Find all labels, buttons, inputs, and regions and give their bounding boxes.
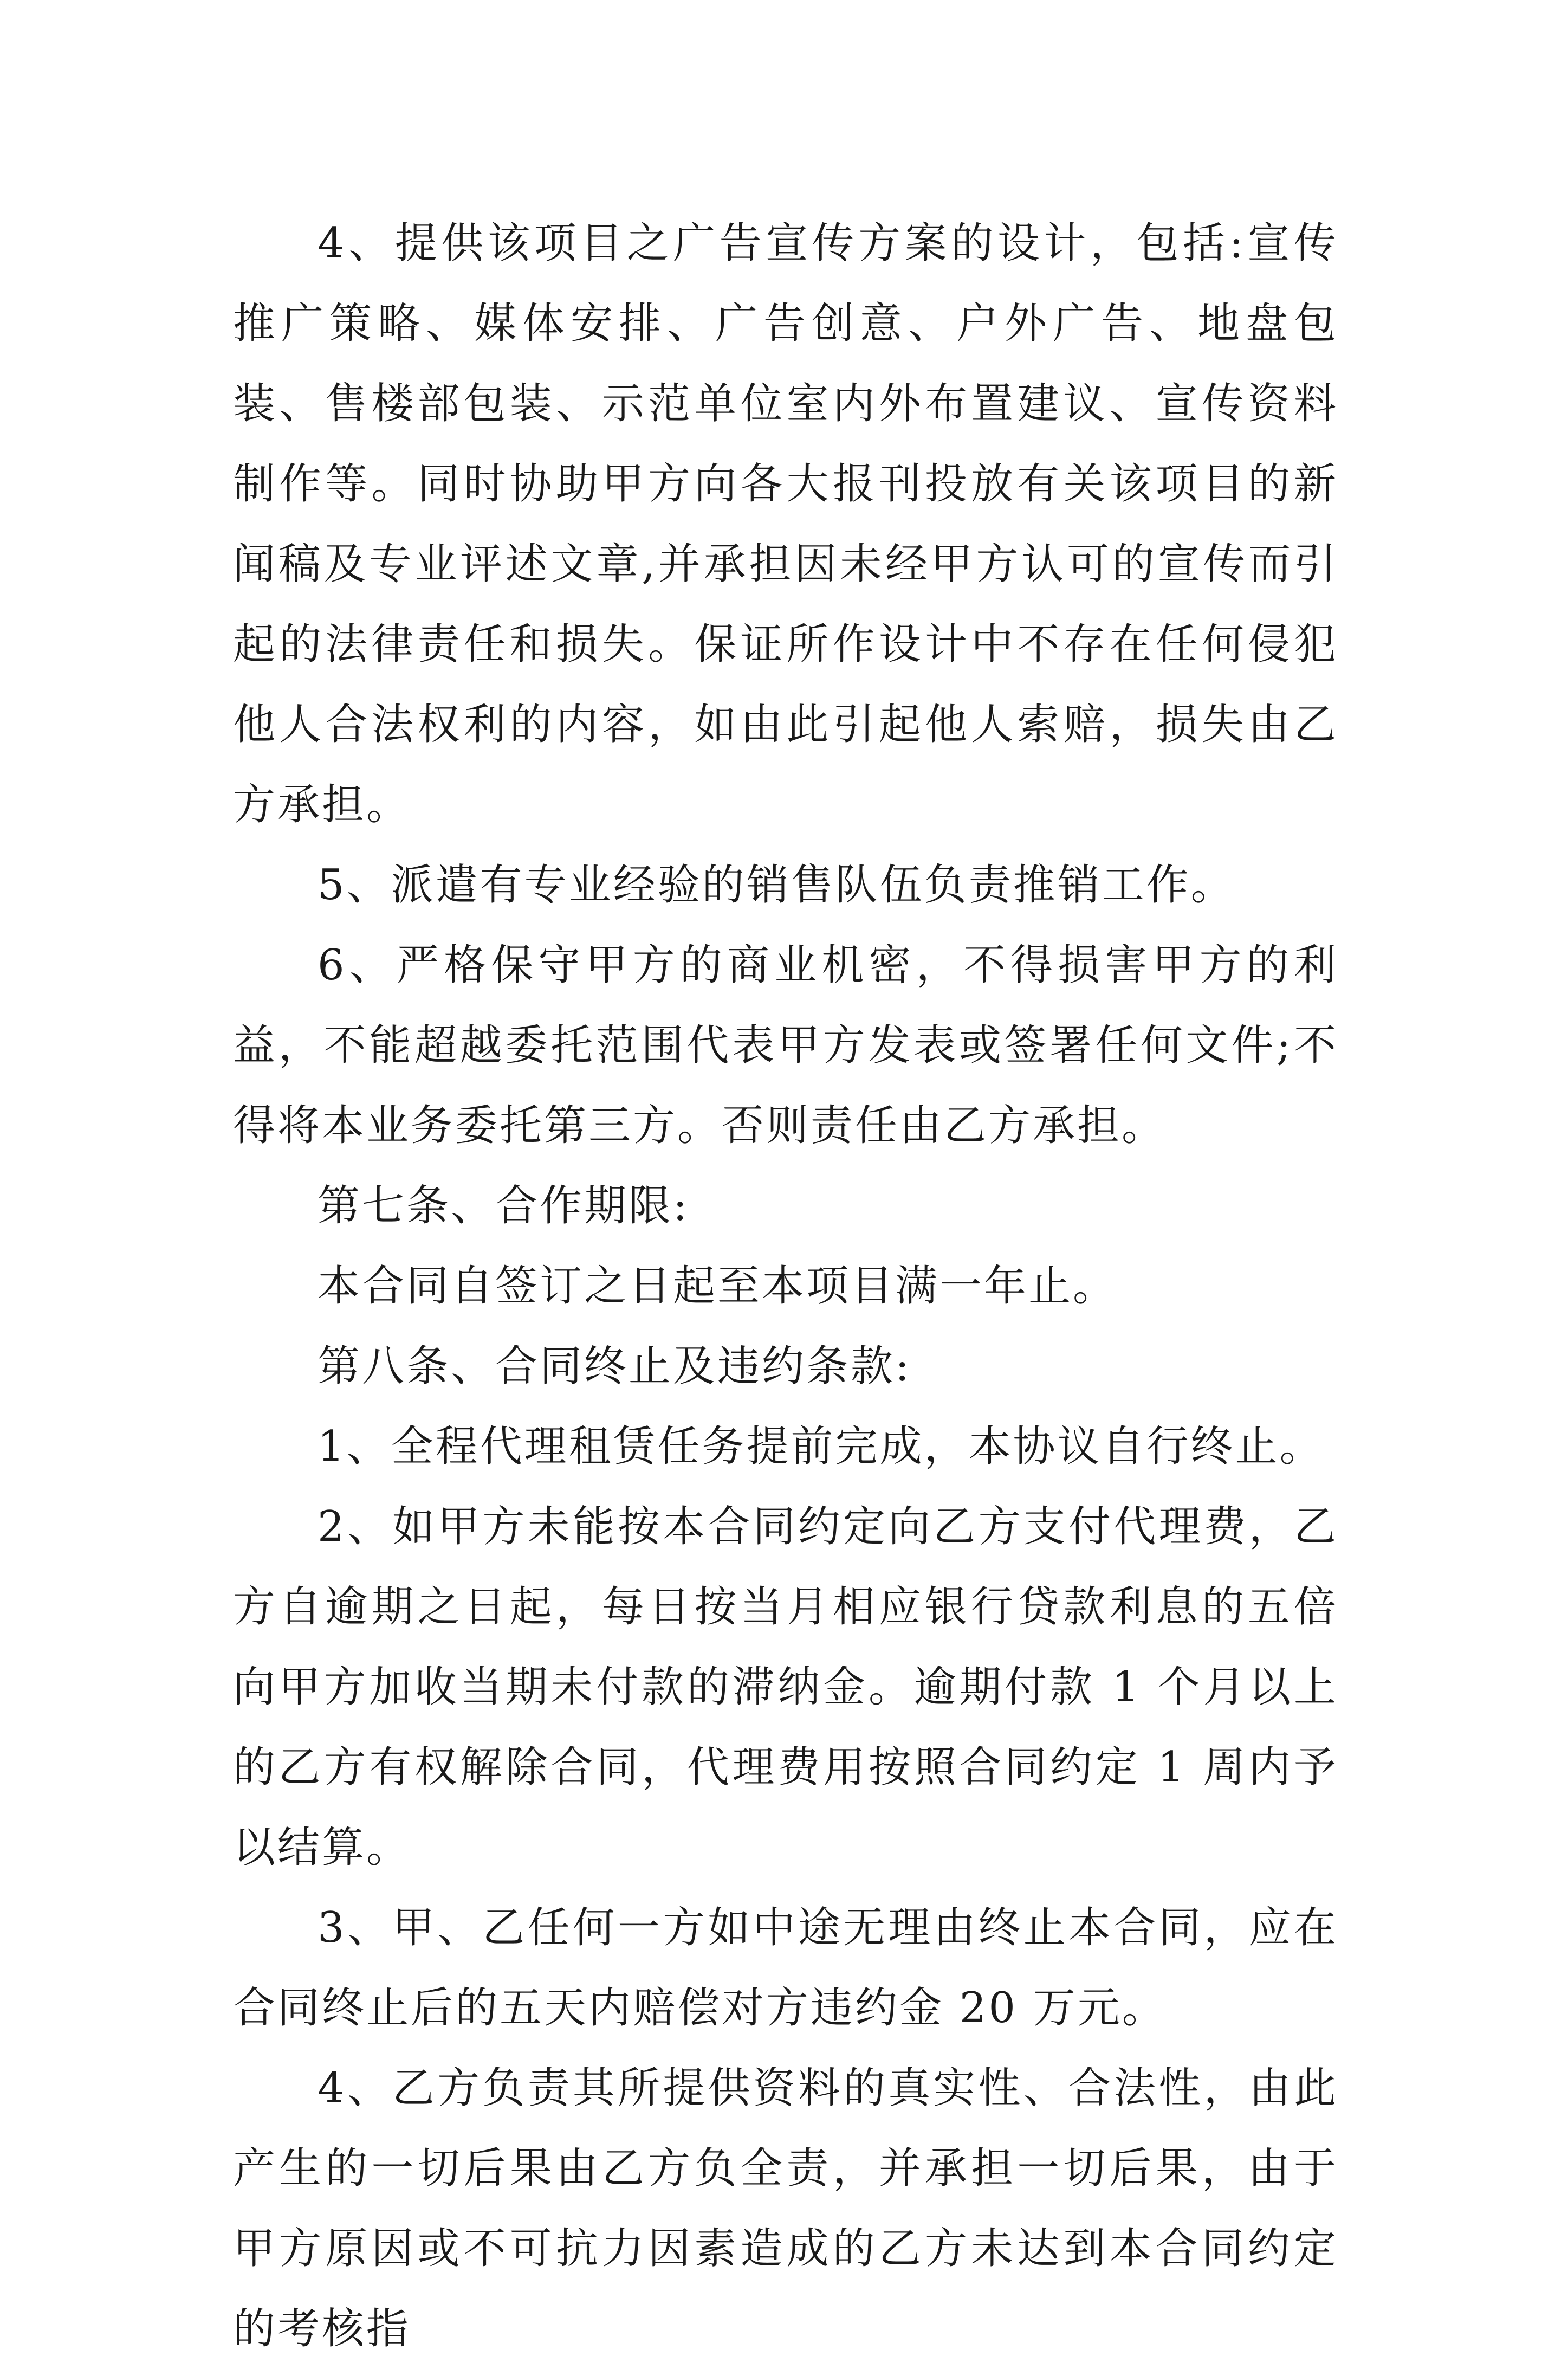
paragraph-clause-5-sales-team: 5、派遣有专业经验的销售队伍负责推销工作。 <box>318 861 1235 909</box>
section-heading-article-8: 第八条、合同终止及违约条款: <box>318 1342 912 1391</box>
paragraph-clause-6-confidentiality: 6、严格保守甲方的商业机密，不得损害甲方的利益，不能超越委托范围代表甲方发表或签署任何文件;不得将本业务委托第三方。否则责任由乙方承担。 <box>233 941 1338 1150</box>
paragraph-termination-clause-3: 3、甲、乙任何一方如中途无理由终止本合同，应在合同终止后的五天内赔偿对方违约金 20 万元。 <box>233 1903 1338 2032</box>
paragraph-contract-term: 本合同自签订之日起至本项目满一年止。 <box>318 1262 1118 1311</box>
paragraph-termination-clause-4: 4、乙方负责其所提供资料的真实性、合法性，由此产生的一切后果由乙方负全责，并承担一切后果，由于甲方原因或不可抗力因素造成的乙方未达到本合同约定的考核指 <box>233 2064 1338 2353</box>
section-heading-article-7: 第七条、合作期限: <box>318 1182 690 1230</box>
paragraph-clause-4-advertising: 4、提供该项目之广告宣传方案的设计，包括:宣传推广策略、媒体安排、广告创意、户外广告、地盘包装、售楼部包装、示范单位室内外布置建议、宣传资料制作等。同时协助甲方向各大报刊投放有关该项目的新闻稿及专业评述文章,并承担因未经甲方认可的宣传而引起的法律责任和损失。保证所作设计中不存在任何侵犯他人合法权利的内容，如由此引起他人索赔，损失由乙方承担。 <box>233 219 1338 829</box>
paragraph-termination-clause-1: 1、全程代理租赁任务提前完成，本协议自行终止。 <box>318 1422 1324 1471</box>
document-body <box>233 203 1338 2369</box>
paragraph-termination-clause-2: 2、如甲方未能按本合同约定向乙方支付代理费，乙方自逾期之日起，每日按当月相应银行贷款利息的五倍向甲方加收当期未付款的滞纳金。逾期付款 1 个月以上的乙方有权解除合同，代理费用按照合同约定 1 周内予以结算。 <box>233 1502 1338 1872</box>
